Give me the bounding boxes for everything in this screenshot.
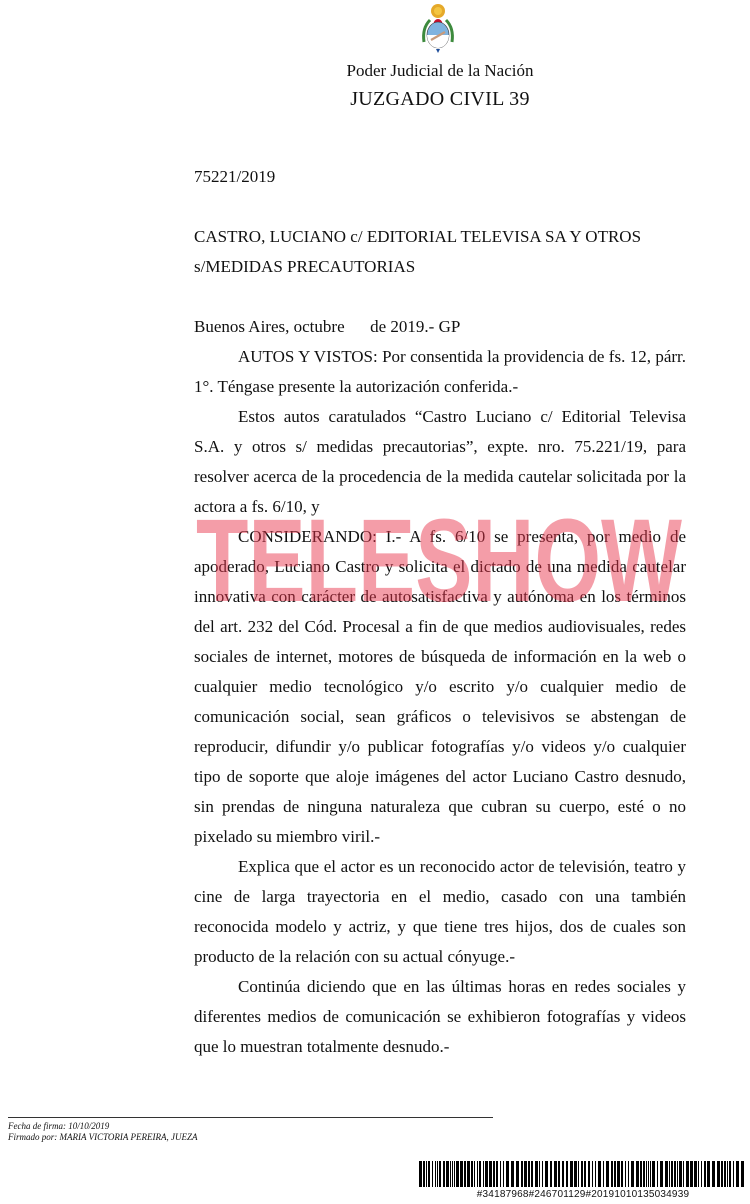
barcode-bar xyxy=(724,1161,726,1187)
court-name: Poder Judicial de la Nación xyxy=(346,61,534,80)
barcode-bar xyxy=(426,1161,427,1187)
barcode-bar xyxy=(562,1161,564,1187)
barcode-bar xyxy=(460,1161,463,1187)
barcode-bar xyxy=(694,1161,697,1187)
barcode-bar xyxy=(646,1161,647,1187)
barcode-bar xyxy=(450,1161,451,1187)
barcode-bar xyxy=(446,1161,449,1187)
barcode-bar xyxy=(741,1161,744,1187)
barcode-text: #34187968#246701129#20191010135034939 xyxy=(476,1189,690,1200)
barcode-bar xyxy=(736,1161,739,1187)
barcode-bar xyxy=(671,1161,673,1187)
barcode-bar xyxy=(631,1161,634,1187)
barcode-bar xyxy=(443,1161,445,1187)
barcode-bar xyxy=(521,1161,523,1187)
barcode-bar xyxy=(437,1161,438,1187)
barcode-bar xyxy=(574,1161,577,1187)
paragraph-continua: Continúa diciendo que en las últimas horas en redes sociales y diferentes medios de comunicación se exhibieron fotografías y videos que lo muestran totalmente desnudo.- xyxy=(194,977,686,1056)
barcode-bar xyxy=(717,1161,720,1187)
resolution-body xyxy=(194,312,686,1062)
barcode-bar xyxy=(581,1161,583,1187)
paragraph-explica: Explica que el actor es un reconocido actor de televisión, teatro y cine de larga trayectoria en el medio, casado con una también reconocida modelo y actriz, y que tiene tres hijos, dos de cuales son producto de la relación con su actual cónyuge.- xyxy=(194,857,686,966)
barcode-bar xyxy=(640,1161,642,1187)
barcode-bar xyxy=(452,1161,453,1187)
watermark-text: TELESHOW xyxy=(196,503,682,613)
barcode-bar xyxy=(493,1161,495,1187)
paragraph-case-caption: Estos autos caratulados “Castro Luciano c/ Editorial Televisa S.A. y otros s/ medidas precautorias”, expte. nro. 75.221/19, para resolver acerca de la procedencia de la medida cautelar solicitada por la actora a fs. 6/10, y xyxy=(194,407,686,516)
barcode-bar xyxy=(701,1161,702,1187)
barcode-bar xyxy=(506,1161,509,1187)
barcode-bar xyxy=(690,1161,693,1187)
barcode-bar xyxy=(660,1161,663,1187)
barcode-bar xyxy=(479,1161,481,1187)
case-number: 75221/2019 xyxy=(194,167,276,186)
barcode-bar xyxy=(648,1161,649,1187)
barcode-bar xyxy=(496,1161,498,1187)
barcode-bar xyxy=(516,1161,519,1187)
barcode-bar xyxy=(712,1161,715,1187)
barcode-bar xyxy=(643,1161,645,1187)
barcode-bar xyxy=(669,1161,670,1187)
barcode-bar xyxy=(614,1161,616,1187)
barcode-bar xyxy=(456,1161,459,1187)
barcode-bar xyxy=(617,1161,620,1187)
barcode-bar xyxy=(625,1161,626,1187)
case-title: CASTRO, LUCIANO c/ EDITORIAL TELEVISA SA Y OTROS s/MEDIDAS PRECAUTORIAS xyxy=(194,227,642,276)
barcode-bar xyxy=(558,1161,560,1187)
coat-of-arms-icon xyxy=(420,2,456,54)
barcode-bar xyxy=(428,1161,430,1187)
paragraph-considerando: CONSIDERANDO: I.- A fs. 6/10 se presenta, por medio de apoderado, Luciano Castro y solicita el dictado de una medida cautelar innovativa con carácter de autosatisfactiva y autónoma en los términos del art. 232 del Cód. Procesal a fin de que medios audiovisuales, redes sociales de internet, motores de búsqueda de información en la web o cualquier medio tecnológico y/o escrito y/o cualquier medio de comunicación social, sean gráficos o televisivos se abstengan de reproducir, difundir y/o publicar fotografías y/o videos y/o cualquier tipo de soporte que aloje imágenes del actor Luciano Castro desnudo, sin prendas de ninguna naturaleza que cubran su cuerpo, esté o no pixelado su miembro viril.- xyxy=(194,527,686,846)
court-unit: JUZGADO CIVIL 39 xyxy=(350,88,530,110)
barcode-bar xyxy=(611,1161,613,1187)
barcode-bar xyxy=(542,1161,543,1187)
barcode-bar xyxy=(707,1161,710,1187)
barcode-bar xyxy=(471,1161,473,1187)
barcode-bar xyxy=(570,1161,573,1187)
barcode-bar xyxy=(454,1161,455,1187)
barcode-bar xyxy=(535,1161,538,1187)
barcode-bar xyxy=(432,1161,433,1187)
barcode-bar xyxy=(503,1161,504,1187)
barcode-bar xyxy=(467,1161,470,1187)
barcode-bar xyxy=(677,1161,678,1187)
barcode-bar xyxy=(592,1161,593,1187)
barcode-bar xyxy=(439,1161,441,1187)
barcode-bar xyxy=(584,1161,586,1187)
barcode-bar xyxy=(524,1161,527,1187)
barcode-bar xyxy=(554,1161,557,1187)
barcode-bar xyxy=(595,1161,596,1187)
barcode-bar xyxy=(489,1161,492,1187)
barcode-bar xyxy=(603,1161,604,1187)
barcode-bar xyxy=(511,1161,514,1187)
barcode-bar xyxy=(621,1161,623,1187)
barcode-bar xyxy=(485,1161,488,1187)
barcode-bar xyxy=(419,1161,422,1187)
barcode-bar xyxy=(578,1161,579,1187)
signed-by: Firmado por: MARIA VICTORIA PEREIRA, JUEZA xyxy=(8,1132,198,1142)
barcode-bar xyxy=(704,1161,706,1187)
barcode-bar xyxy=(729,1161,731,1187)
barcode-bar xyxy=(665,1161,668,1187)
barcode-bar xyxy=(531,1161,533,1187)
barcode-bar xyxy=(683,1161,684,1187)
barcode-bar xyxy=(606,1161,609,1187)
barcode-bar xyxy=(721,1161,723,1187)
signature-divider xyxy=(8,1117,493,1118)
barcode-bar xyxy=(598,1161,601,1187)
barcode-bar xyxy=(698,1161,699,1187)
barcode-bar xyxy=(727,1161,728,1187)
barcode-bar xyxy=(628,1161,629,1187)
barcode-bar xyxy=(539,1161,540,1187)
barcode xyxy=(419,1161,747,1187)
barcode-bar xyxy=(657,1161,658,1187)
barcode-bar xyxy=(545,1161,548,1187)
barcode-bar xyxy=(550,1161,552,1187)
barcode-bar xyxy=(686,1161,689,1187)
barcode-bar xyxy=(528,1161,530,1187)
barcode-bar xyxy=(483,1161,484,1187)
barcode-bar xyxy=(733,1161,734,1187)
barcode-bar xyxy=(679,1161,682,1187)
barcode-bar xyxy=(650,1161,651,1187)
barcode-bar xyxy=(435,1161,436,1187)
rising-sun-icon xyxy=(431,4,445,18)
barcode-bar xyxy=(652,1161,655,1187)
paragraph-autos-y-vistos: AUTOS Y VISTOS: Por consentida la providencia de fs. 12, párr. 1°. Téngase presente la autorización conferida.- xyxy=(194,347,686,396)
barcode-bar xyxy=(500,1161,501,1187)
barcode-bar xyxy=(674,1161,676,1187)
barcode-bar xyxy=(464,1161,466,1187)
signature-date: Fecha de firma: 10/10/2019 xyxy=(8,1121,110,1131)
barcode-bar xyxy=(636,1161,639,1187)
barcode-bar xyxy=(474,1161,475,1187)
barcode-bar xyxy=(477,1161,478,1187)
barcode-bar xyxy=(588,1161,590,1187)
barcode-bar xyxy=(423,1161,425,1187)
barcode-bar xyxy=(566,1161,568,1187)
dateline: Buenos Aires, octubre de 2019.- GP xyxy=(194,317,461,336)
